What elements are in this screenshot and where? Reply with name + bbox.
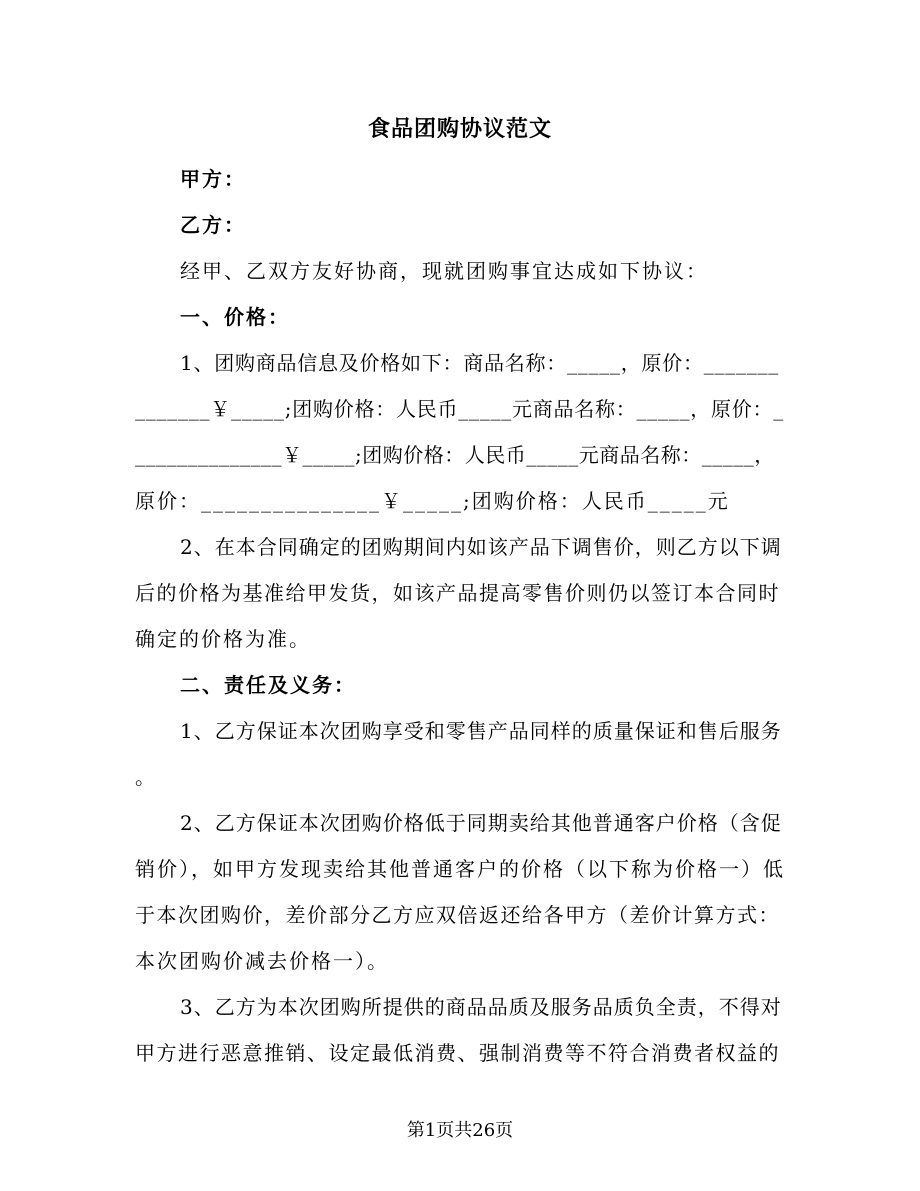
s2-item2-line: 本次团购价减去价格一）。 <box>135 949 389 973</box>
s2-item3-line: 甲方进行恶意推销、设定最低消费、强制消费等不符合消费者权益的 <box>135 1041 780 1065</box>
intro-paragraph: 经甲、乙双方友好协商，现就团购事宜达成如下协议： <box>180 259 708 283</box>
s2-item3-line: 3、乙方为本次团购所提供的商品品质及服务品质负全责，不得对 <box>180 995 782 1019</box>
s2-item2-line: 2、乙方保证本次团购价格低于同期卖给其他普通客户价格（含促 <box>180 811 782 835</box>
s2-item2-line: 于本次团购价，差价部分乙方应双倍返还给各甲方（差价计算方式： <box>135 903 780 927</box>
party-b-label: 乙方： <box>180 213 246 237</box>
s1-item2-line: 2、在本合同确定的团购期间内如该产品下调售价，则乙方以下调 <box>180 535 782 559</box>
s1-item1-line: 1、团购商品信息及价格如下：商品名称：_____，原价：_______ <box>180 351 779 375</box>
s1-item1-line: ______________￥_____;团购价格：人民币_____元商品名称：_____， <box>135 443 775 467</box>
s2-item1-line: 。 <box>135 765 157 789</box>
s2-item1-line: 1、乙方保证本次团购享受和零售产品同样的质量保证和售后服务 <box>180 719 782 743</box>
section-2-heading: 二、责任及义务： <box>180 673 356 697</box>
s1-item1-line: 原价：_______________￥_____;团购价格：人民币_____元 <box>135 489 730 513</box>
party-a-label: 甲方： <box>180 167 246 191</box>
s2-item2-line: 销价），如甲方发现卖给其他普通客户的价格（以下称为价格一）低 <box>135 857 785 881</box>
s1-item1-line: _______￥_____;团购价格：人民币_____元商品名称：_____，原价：_ <box>135 397 784 421</box>
document-title: 食品团购协议范文 <box>367 116 552 142</box>
section-1-heading: 一、价格： <box>180 305 290 329</box>
s1-item2-line: 确定的价格为准。 <box>135 627 311 651</box>
s1-item2-line: 后的价格为基准给甲发货，如该产品提高零售价则仍以签订本合同时 <box>135 581 780 605</box>
page-indicator: 第1页共26页 <box>406 1120 514 1141</box>
